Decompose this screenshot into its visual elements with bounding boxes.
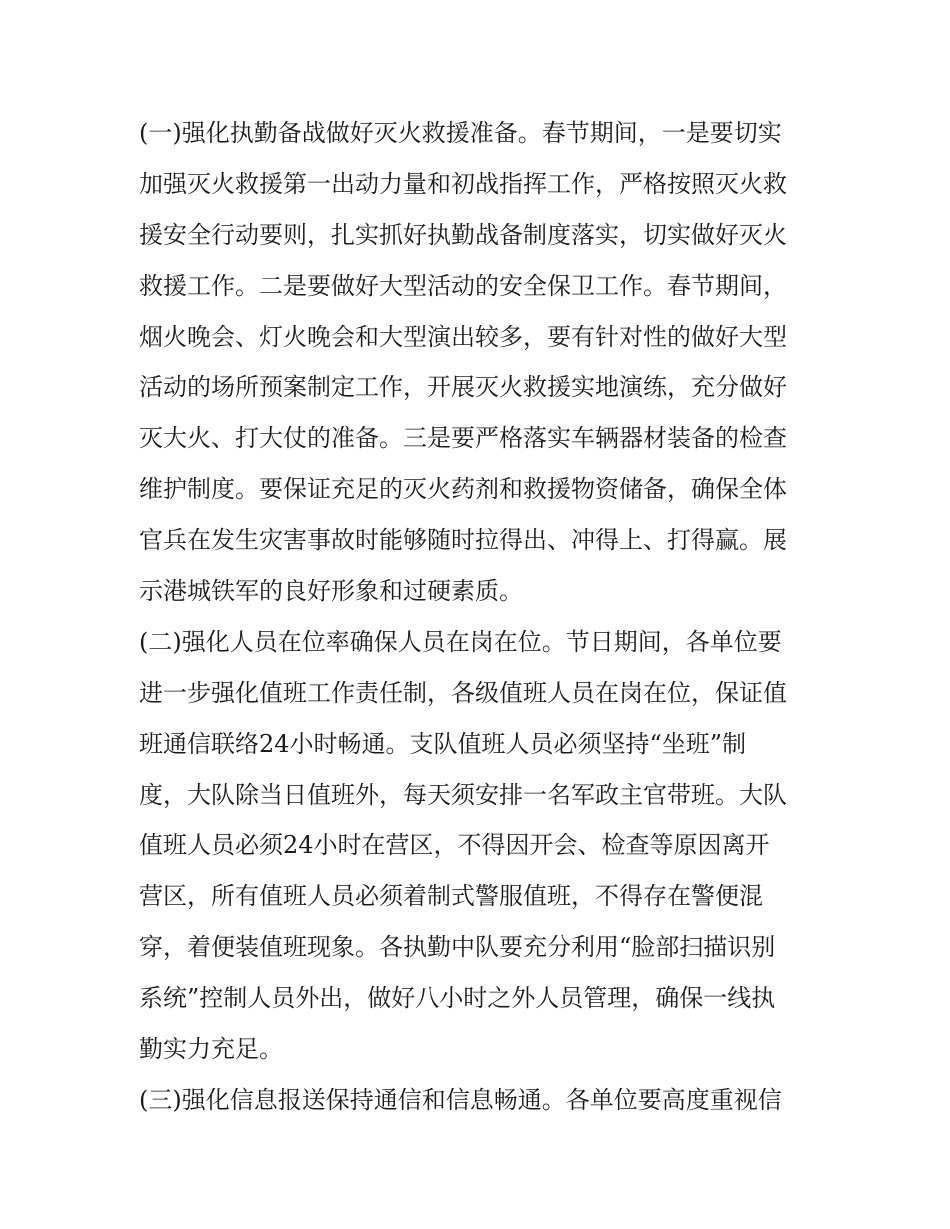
text-line: 度，大队除当日值班外，每天须安排一名军政主官带班。大队 — [139, 780, 787, 809]
body-text — [139, 108, 819, 1126]
text-line: 活动的场所预案制定工作，开展灭火救援实地演练，充分做好 — [139, 373, 787, 402]
text-line: 勤实力充足。 — [139, 1035, 283, 1064]
text-line: 援安全行动要则，扎实抓好执勤战备制度落实，切实做好灭火 — [139, 220, 787, 249]
text-line: (一)强化执勤备战做好灭火救援准备。春节期间，一是要切实 — [139, 119, 782, 147]
text-line: 进一步强化值班工作责任制，各级值班人员在岗在位，保证值 — [139, 678, 787, 707]
text-line: 系统”控制人员外出，做好八小时之外人员管理，确保一线执 — [139, 984, 776, 1013]
text-line: 营区，所有值班人员必须着制式警服值班，不得存在警便混 — [139, 882, 763, 911]
text-line: 班通信联络24小时畅通。支队值班人员必须坚持“坐班”制 — [139, 729, 747, 758]
text-line: 维护制度。要保证充足的灭火药剂和救援物资储备，确保全体 — [139, 475, 787, 504]
text-line: 穿，着便装值班现象。各执勤中队要充分利用“脸部扫描识别 — [139, 933, 776, 962]
text-line: 示港城铁军的良好形象和过硬素质。 — [139, 577, 523, 606]
text-line: (二)强化人员在位率确保人员在岗在位。节日期间，各单位要 — [139, 627, 782, 656]
text-line: 灭大火、打大仗的准备。三是要严格落实车辆器材装备的检查 — [139, 424, 787, 453]
text-line: 加强灭火救援第一出动力量和初战指挥工作，严格按照灭火救 — [139, 169, 787, 198]
text-line: 救援工作。二是要做好大型活动的安全保卫工作。春节期间， — [139, 271, 787, 300]
text-line: 烟火晚会、灯火晚会和大型演出较多，要有针对性的做好大型 — [139, 322, 787, 351]
text-line: (三)强化信息报送保持通信和信息畅通。各单位要高度重视信 — [139, 1085, 782, 1114]
text-line: 值班人员必须24小时在营区，不得因开会、检查等原因离开 — [139, 831, 770, 860]
text-line: 官兵在发生灾害事故时能够随时拉得出、冲得上、打得赢。展 — [139, 526, 787, 555]
